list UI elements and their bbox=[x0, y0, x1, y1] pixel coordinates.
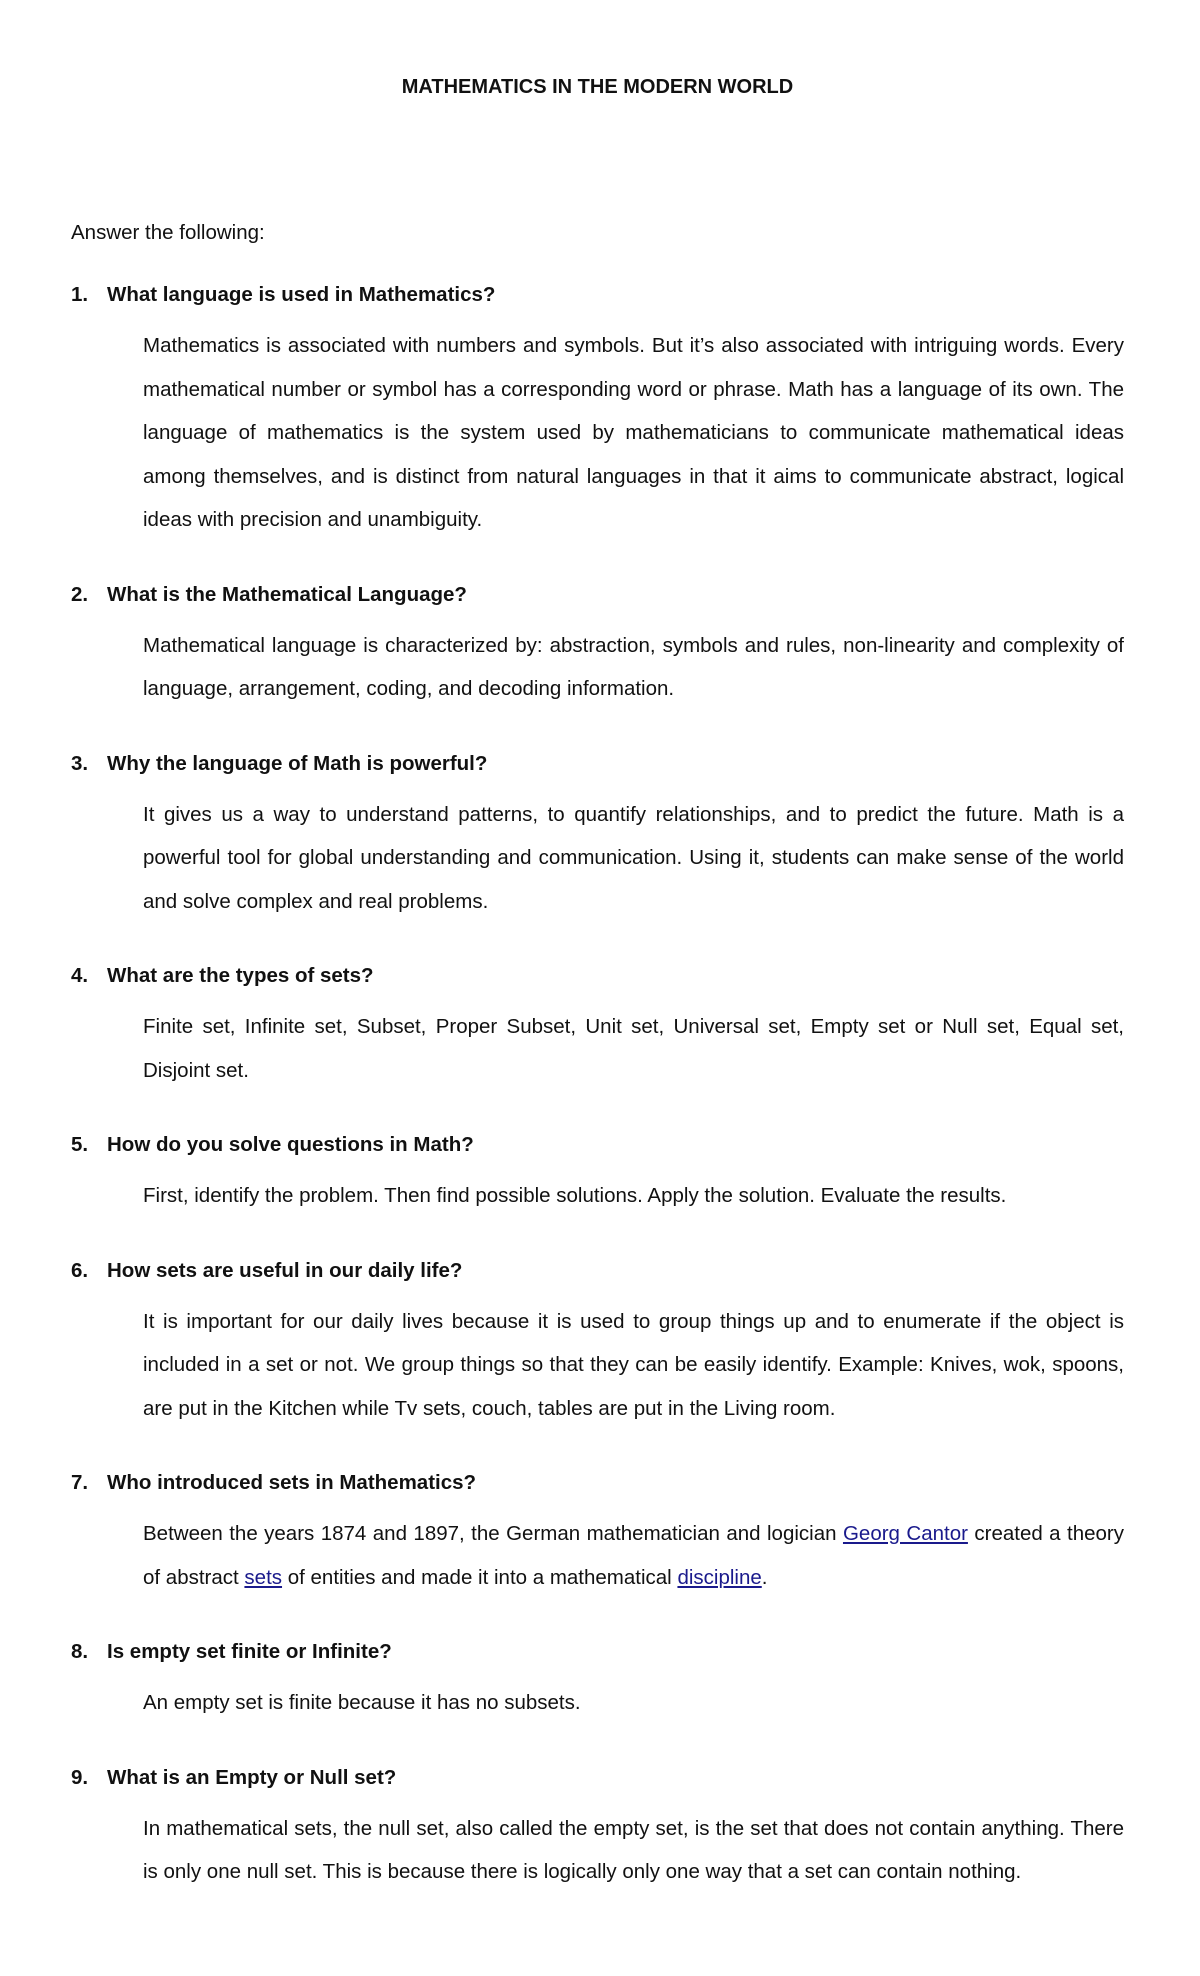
qa-item-1 bbox=[71, 281, 1124, 542]
answer-text: Mathematical language is characterized by: abstraction, symbols and rules, non-linearity and complexity of language, arrangement, coding, and decoding information. bbox=[143, 633, 1124, 700]
answer-text: In mathematical sets, the null set, also called the empty set, is the set that does not contain anything. There is only one null set. This is because there is logically only one way that a set can contain nothing. bbox=[143, 1816, 1124, 1883]
qa-item-6 bbox=[71, 1257, 1124, 1431]
link-georg-cantor[interactable]: Georg Cantor bbox=[842, 1522, 968, 1545]
question-row bbox=[71, 1469, 1124, 1497]
question-number: 9. bbox=[71, 1765, 89, 1789]
qa-item-8 bbox=[71, 1638, 1124, 1725]
question-row bbox=[71, 1257, 1124, 1285]
answer-fragment: created a theory of abstract bbox=[143, 1522, 1125, 1589]
answer-fragment: of entities and made it into a mathematical bbox=[282, 1565, 678, 1589]
question-text: What language is used in Mathematics? bbox=[107, 283, 496, 306]
qa-item-4 bbox=[71, 962, 1124, 1092]
question-number: 4. bbox=[71, 964, 89, 987]
question-text: What are the types of sets? bbox=[107, 964, 374, 987]
answer-text: Finite set, Infinite set, Subset, Proper Subset, Unit set, Universal set, Empty set or Null set, Equal set, Disjoint set. bbox=[143, 1015, 1124, 1082]
question-row bbox=[71, 1131, 1124, 1159]
question-text: Why the language of Math is powerful? bbox=[107, 751, 488, 775]
question-text: What is the Mathematical Language? bbox=[107, 582, 467, 606]
question-number: 6. bbox=[71, 1258, 89, 1282]
answer-text: It is important for our daily lives because it is used to group things up and to enumerate if the object is included in a set or not. We group things so that they can be easily identify. Example: Knives, wok, spoons, are put in the Kitchen while Tv sets, couch, tables are put in the Living room. bbox=[143, 1309, 1124, 1420]
question-row bbox=[71, 750, 1124, 778]
question-number: 1. bbox=[71, 283, 89, 306]
answer-text: Mathematics is associated with numbers and symbols. But it’s also associated with intriguing words. Every mathematical number or symbol has a corresponding word or phrase. Math has a language of its own. The language of mathematics is the system used by mathematicians to communicate mathematical ideas among themselves, and is distinct from natural languages in that it aims to communicate abstract, logical ideas with precision and unambiguity. bbox=[143, 334, 1124, 531]
qa-item-9 bbox=[71, 1764, 1124, 1894]
question-row bbox=[71, 581, 1124, 609]
question-number: 8. bbox=[71, 1640, 89, 1663]
question-text: What is an Empty or Null set? bbox=[107, 1765, 397, 1789]
question-row bbox=[71, 281, 1124, 309]
question-number: 5. bbox=[71, 1133, 89, 1156]
answer-fragment: . bbox=[761, 1565, 768, 1589]
page-title: MATHEMATICS IN THE MODERN WORLD bbox=[401, 76, 794, 98]
qa-item-7 bbox=[71, 1469, 1124, 1599]
question-text: Who introduced sets in Mathematics? bbox=[107, 1471, 477, 1494]
answer-text bbox=[143, 1512, 1124, 1599]
intro-text: Answer the following: bbox=[71, 221, 265, 244]
answer-text: First, identify the problem. Then find possible solutions. Apply the solution. Evaluate the results. bbox=[143, 1184, 1007, 1207]
answer-text: It gives us a way to understand patterns, to quantify relationships, and to predict the future. Math is a powerful tool for global understanding and communication. Using it, students can make sense of the world and solve complex and real problems. bbox=[143, 802, 1124, 913]
qa-item-3 bbox=[71, 750, 1124, 924]
question-number: 2. bbox=[71, 582, 89, 606]
question-number: 7. bbox=[71, 1471, 89, 1494]
qa-item-5 bbox=[71, 1131, 1124, 1218]
question-number: 3. bbox=[71, 751, 89, 775]
answer-text: An empty set is finite because it has no subsets. bbox=[143, 1691, 581, 1714]
question-text: How do you solve questions in Math? bbox=[107, 1133, 474, 1156]
answer-fragment: Between the years 1874 and 1897, the German mathematician and logician bbox=[143, 1522, 843, 1545]
link-sets[interactable]: sets bbox=[244, 1565, 283, 1589]
question-row bbox=[71, 1764, 1124, 1792]
question-row bbox=[71, 1638, 1124, 1666]
question-row bbox=[71, 962, 1124, 990]
link-discipline[interactable]: discipline bbox=[677, 1565, 762, 1589]
question-text: How sets are useful in our daily life? bbox=[107, 1258, 463, 1282]
qa-item-2 bbox=[71, 581, 1124, 711]
question-text: Is empty set finite or Infinite? bbox=[107, 1640, 392, 1663]
